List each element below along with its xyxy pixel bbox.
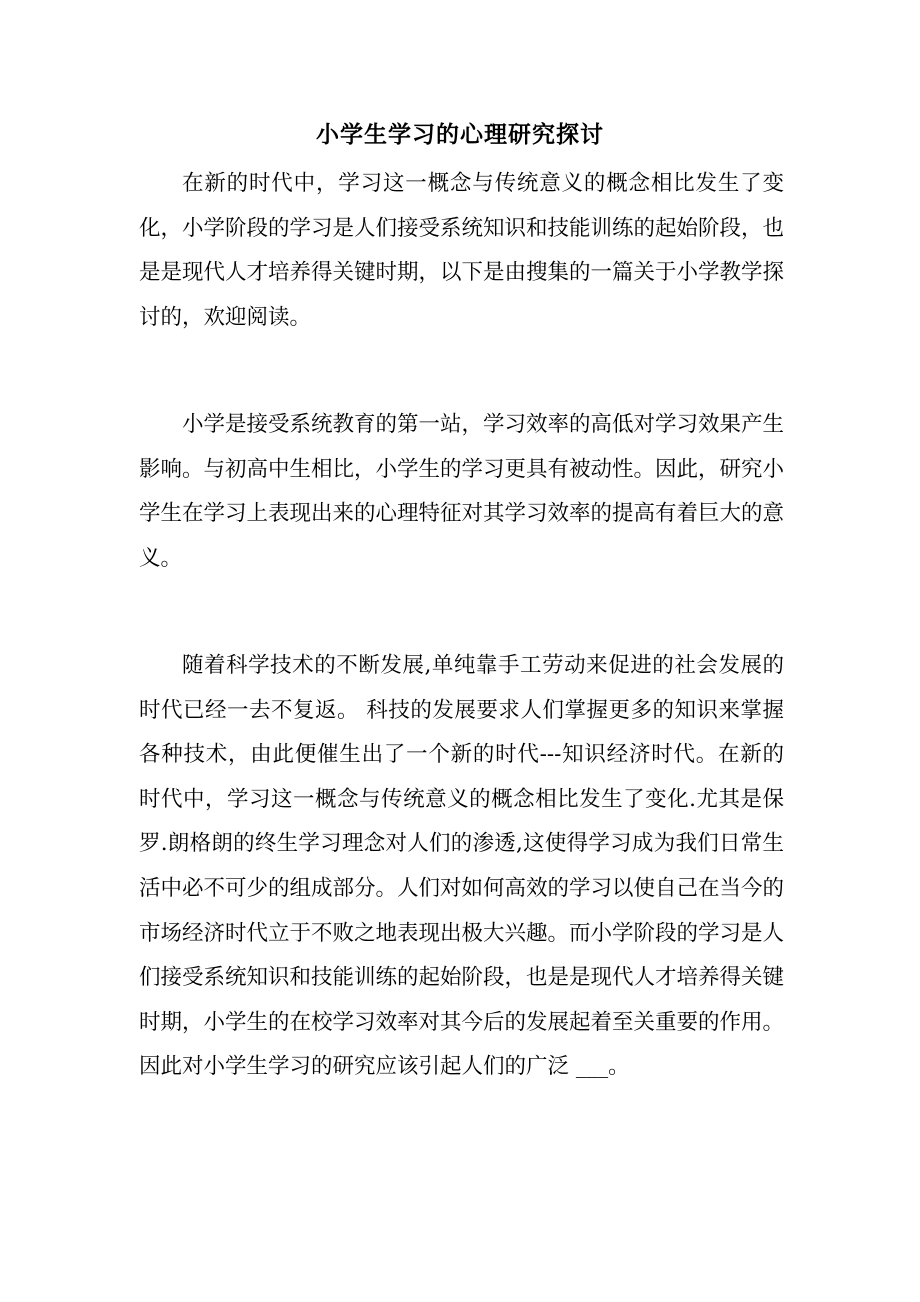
- document-title: 小学生学习的心理研究探讨: [316, 121, 604, 148]
- paragraph-significance: 小学是接受系统教育的第一站，学习效率的高低对学习效果产生影响。与初高中生相比，小学生的学习更具有被动性。因此，研究小学生在学习上表现出来的心理特征对其学习效率的提高有着巨大的意义。: [139, 412, 785, 571]
- paragraph-intro: 在新的时代中，学习这一概念与传统意义的概念相比发生了变化，小学阶段的学习是人们接受系统知识和技能训练的起始阶段，也是是现代人才培养得关键时期，以下是由搜集的一篇关于小学教学探讨的，欢迎阅读。: [139, 171, 785, 330]
- paragraph-background: 随着科学技术的不断发展,单纯靠手工劳动来促进的社会发展的时代已经一去不复返。 科技的发展要求人们掌握更多的知识来掌握各种技术，由此便催生出了一个新的时代---知识经济时代。在新的时代中，学习这一概念与传统意义的概念相比发生了变化.尤其是保罗.朗格朗的终生学习理念对人们的渗透,这使得学习成为我们日常生活中必不可少的组成部分。人们对如何高效的学习以使自己在当今的市场经济时代立于不败之地表现出极大兴趣。而小学阶段的学习是人们接受系统知识和技能训练的起始阶段，也是是现代人才培养得关键时期，小学生的在校学习效率对其今后的发展起着至关重要的作用。因此对小学生学习的研究应该引起人们的广泛 ___。: [139, 653, 785, 1080]
